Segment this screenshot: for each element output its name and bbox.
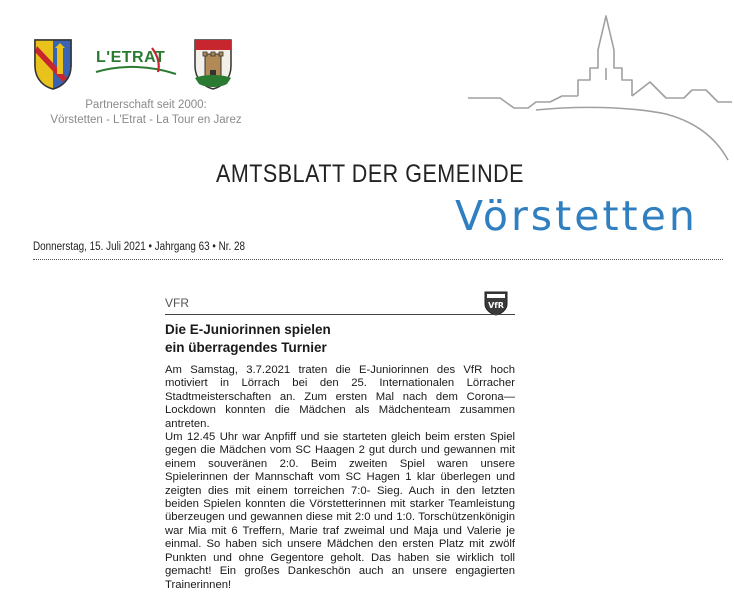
article-headline (165, 321, 515, 357)
vorstetten-crest-icon (33, 38, 73, 90)
partnership-line-1: Partnerschaft seit 2000: (85, 99, 207, 111)
letrat-logo-text: L'ETRAT (96, 49, 166, 66)
article-body (165, 364, 515, 592)
section-rule (165, 314, 515, 315)
headline-line-2: ein überragendes Turnier (165, 340, 327, 355)
latour-crest-icon (193, 38, 233, 90)
issue-line: Donnerstag, 15. Juli 2021 • Jahrgang 63 • Nr. 28 (33, 241, 246, 253)
church-skyline-icon (466, 10, 734, 170)
section-label: VFR (165, 296, 189, 310)
divider (33, 259, 723, 260)
partnership-text (40, 98, 252, 128)
headline-line-1: Die E-Juniorinnen spielen (165, 322, 331, 337)
article-paragraph-2: Um 12.45 Uhr war Anpfiff und sie starteten gleich beim ersten Spiel gegen die Mädchen vom SC Haagen 2 gut durch und gewannen mit einem souveränen 2:0. Beim zweiten Spiel waren unsere Spielerinnen der Mannschaft vom SC Hagen 1 klar überlegen und zeigten dies mit einem torreichen 7:0- Sieg. Auch in den letzten beiden Spielen konnten die Vörstetterinnen mit starker Teamleistung überzeugen und gewannen diese mit 2:0 und 1:0. Torschützenkönigin war Mia mit 6 Treffern, Marie traf zweimal und Maja und Valerie je einmal. So haben sich unsere Mädchen den ersten Platz mit zwölf Punkten und ohne Gegentore geholt. Das haben sie wirklich toll gemacht! Ein großes Dankeschön auch an unsere engagierten Trainerinnen! (165, 431, 515, 591)
masthead-title: AMTSBLATT DER GEMEINDE (216, 160, 525, 188)
club-logo-text: VfR (488, 301, 504, 310)
vfr-club-logo-icon (483, 290, 509, 316)
masthead-town: Vörstetten (455, 192, 698, 240)
partnership-line-2: Vörstetten - L'Etrat - La Tour en Jarez (50, 114, 242, 126)
article-paragraph-1: Am Samstag, 3.7.2021 traten die E-Juniorinnen des VfR hoch motiviert in Lörrach bei den 25. Internationalen Lörracher Stadtmeisterschaften an. Zum ersten Mal nach dem Corona—Lockdown konnten die Mädchen als Mädchenteam zusammen antreten. (165, 364, 515, 430)
